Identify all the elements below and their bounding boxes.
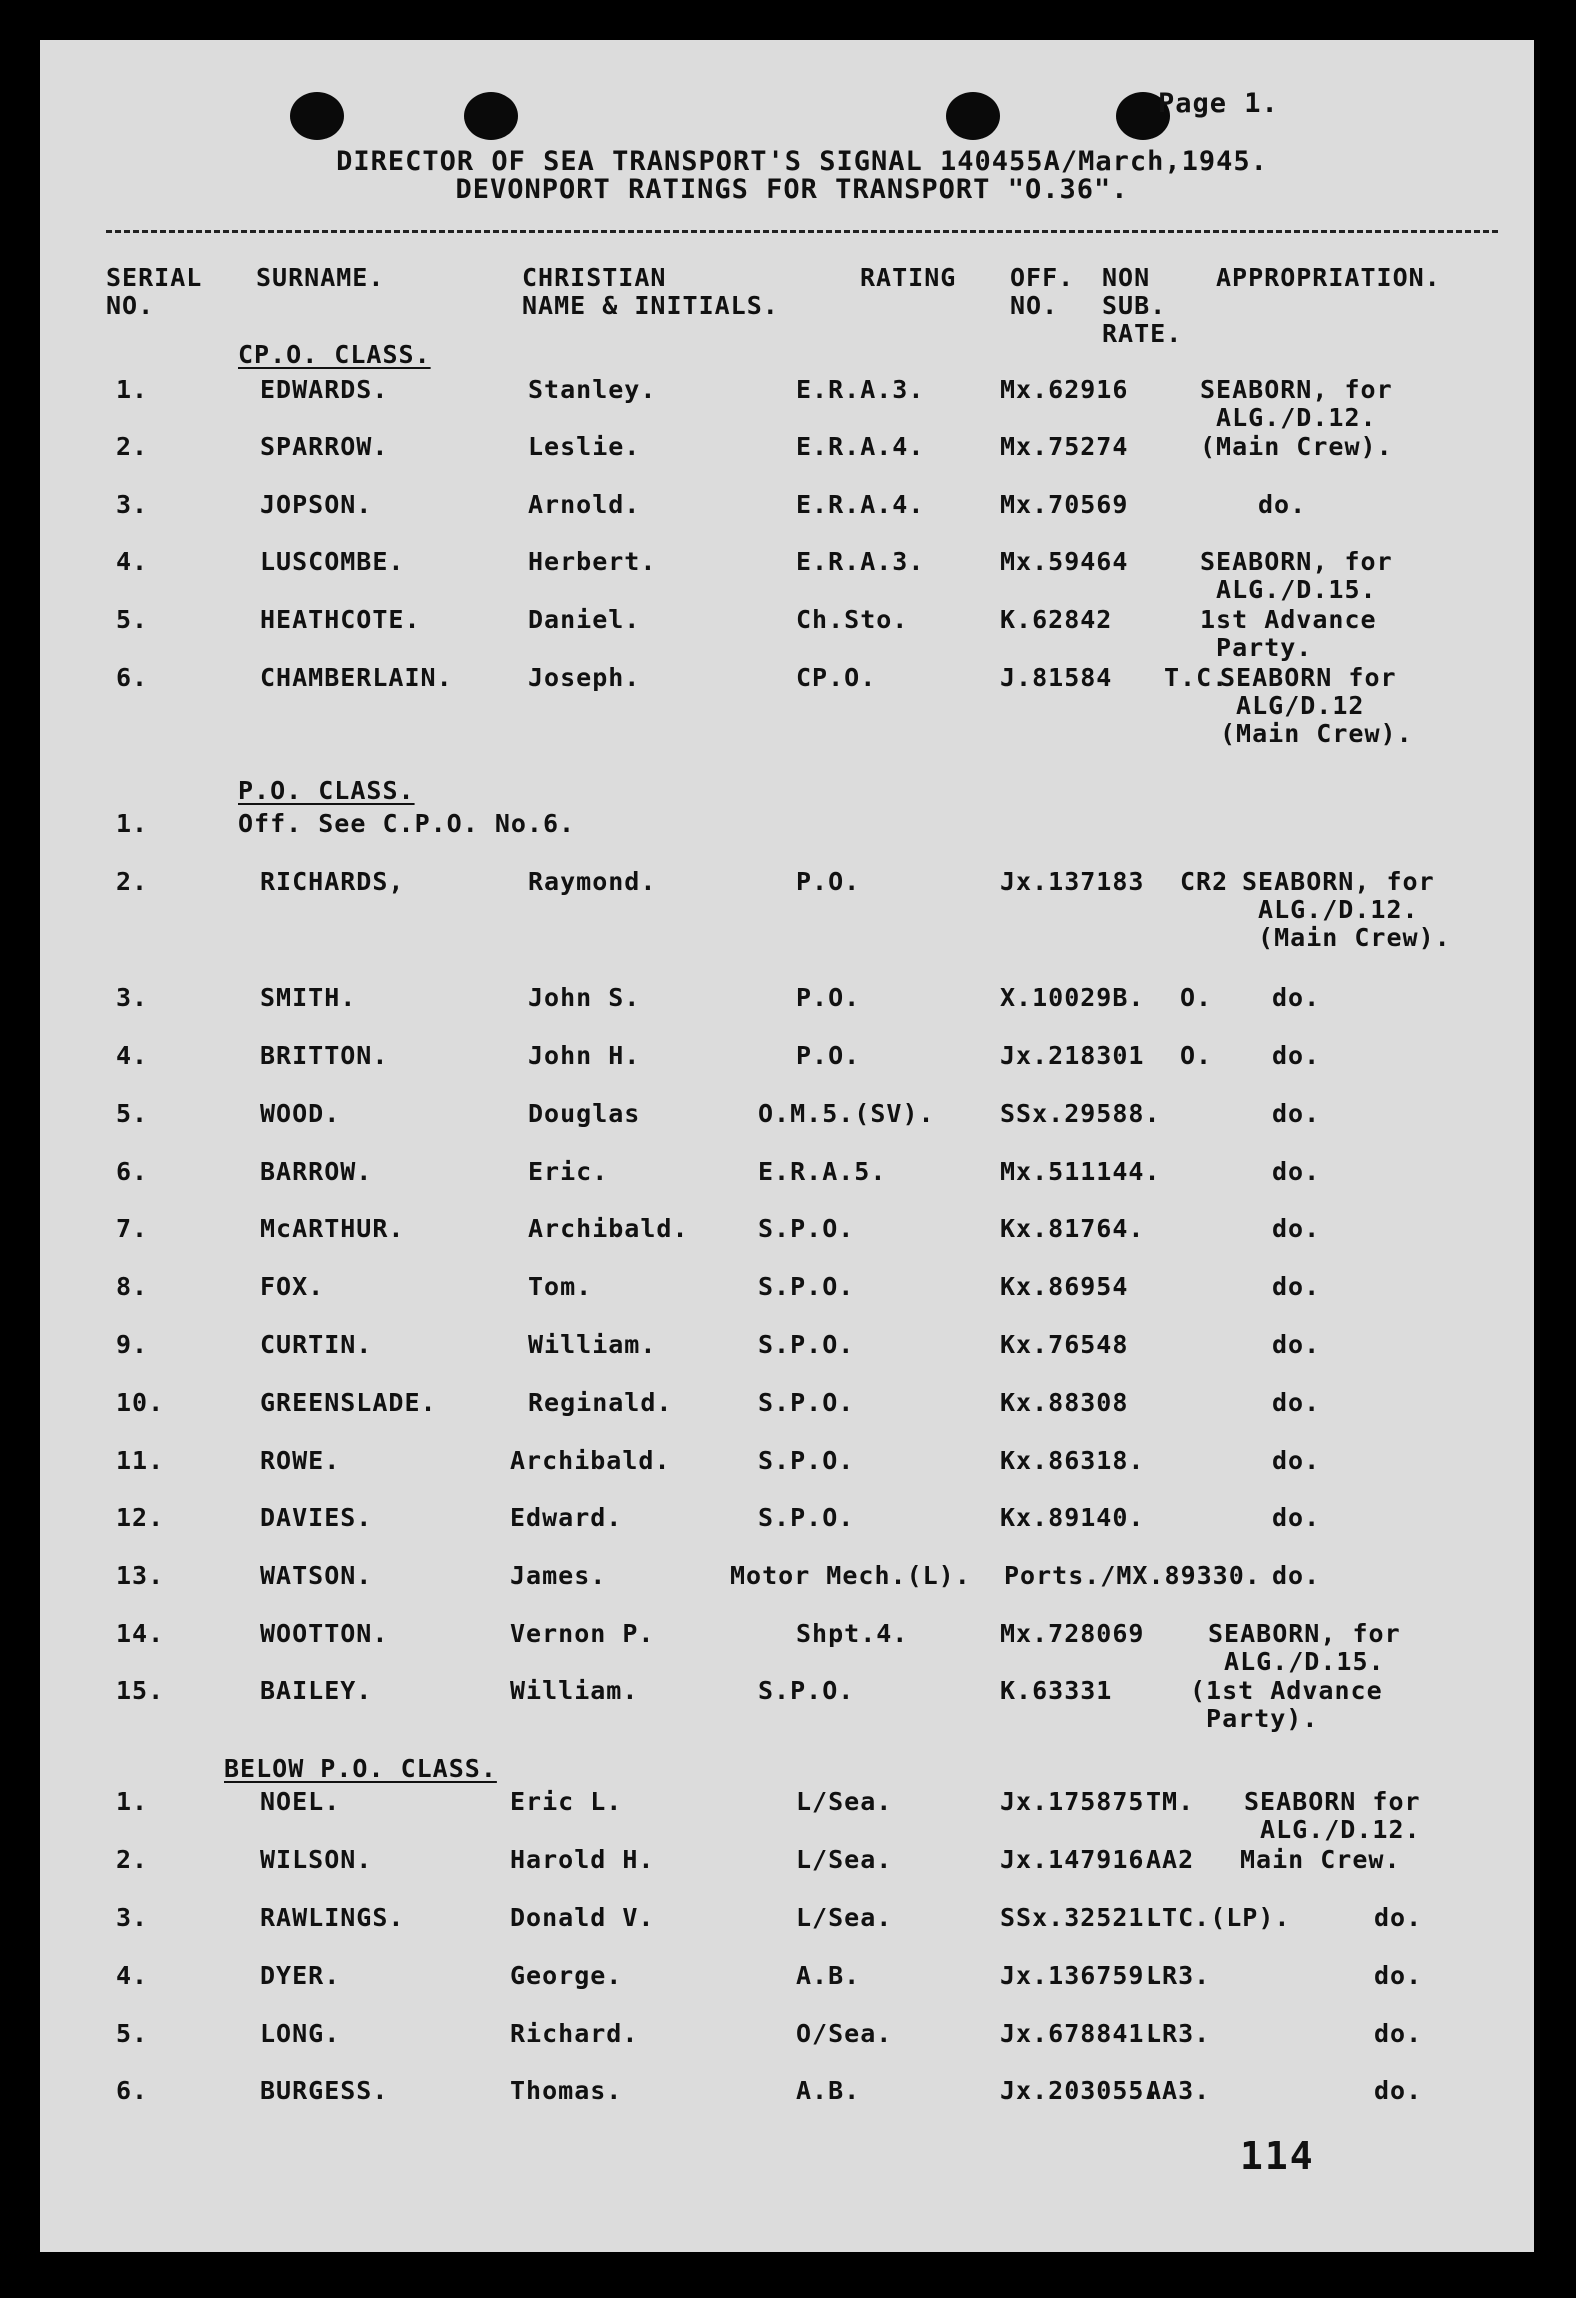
cell-surname: BURGESS. xyxy=(260,2076,389,2105)
cell-official-number: Jx.175875 xyxy=(1000,1787,1145,1816)
cell-official-number: J.81584 xyxy=(1000,663,1113,692)
cell-serial-number: 5. xyxy=(116,605,149,634)
cell-appropriation: do. xyxy=(1272,1099,1321,1128)
cell-surname: SPARROW. xyxy=(260,432,389,461)
cell-christian-name: James. xyxy=(510,1561,607,1590)
cell-appropriation: do. xyxy=(1272,1446,1321,1475)
cell-official-number: Mx.62916 xyxy=(1000,375,1129,404)
cell-surname: ROWE. xyxy=(260,1446,341,1475)
page-number: Page 1. xyxy=(1158,88,1279,119)
cell-appropriation: do. xyxy=(1272,1157,1321,1186)
cell-official-number: Jx.218301 xyxy=(1000,1041,1145,1070)
cell-surname: RICHARDS, xyxy=(260,867,405,896)
cell-rating: L/Sea. xyxy=(796,1845,893,1874)
cell-serial-number: 1. xyxy=(116,375,149,404)
cell-non-sub-rate: O. xyxy=(1180,1041,1213,1070)
cell-non-sub-rate: TM. xyxy=(1146,1787,1195,1816)
cell-christian-name: Richard. xyxy=(510,2019,639,2048)
cell-surname: SMITH. xyxy=(260,983,357,1012)
cell-christian-name: Joseph. xyxy=(528,663,641,692)
cell-christian-name: William. xyxy=(528,1330,657,1359)
cell-surname: WATSON. xyxy=(260,1561,373,1590)
cell-appropriation: do. xyxy=(1374,1961,1423,1990)
section-heading: P.O. CLASS. xyxy=(238,776,415,805)
cell-surname: BARROW. xyxy=(260,1157,373,1186)
cell-christian-name: Douglas xyxy=(528,1099,641,1128)
cell-surname: CURTIN. xyxy=(260,1330,373,1359)
cell-appropriation: do. xyxy=(1272,1041,1321,1070)
cell-surname: Off. See C.P.O. No.6. xyxy=(238,809,576,838)
cell-official-number: Jx.678841. xyxy=(1000,2019,1161,2048)
cell-rating: CP.O. xyxy=(796,663,877,692)
cell-surname: DYER. xyxy=(260,1961,341,1990)
cell-rating: Shpt.4. xyxy=(796,1619,909,1648)
cell-rating: E.R.A.3. xyxy=(796,375,925,404)
cell-official-number: Kx.86954 xyxy=(1000,1272,1129,1301)
cell-appropriation: do. xyxy=(1272,1561,1321,1590)
cell-rating: L/Sea. xyxy=(796,1903,893,1932)
cell-appropriation: do. xyxy=(1374,2076,1423,2105)
cell-christian-name: Archibald. xyxy=(528,1214,689,1243)
cell-surname: BRITTON. xyxy=(260,1041,389,1070)
cell-rating: P.O. xyxy=(796,983,861,1012)
cell-christian-name: Stanley. xyxy=(528,375,657,404)
cell-serial-number: 1. xyxy=(116,809,149,838)
cell-rating: O.M.5.(SV). xyxy=(758,1099,935,1128)
cell-christian-name: Eric. xyxy=(528,1157,609,1186)
cell-surname: BAILEY. xyxy=(260,1676,373,1705)
cell-serial-number: 10. xyxy=(116,1388,165,1417)
cell-non-sub-rate: O. xyxy=(1180,983,1213,1012)
cell-appropriation: do. xyxy=(1272,1214,1321,1243)
cell-serial-number: 12. xyxy=(116,1503,165,1532)
cell-christian-name: Vernon P. xyxy=(510,1619,655,1648)
cell-serial-number: 4. xyxy=(116,547,149,576)
cell-appropriation: do. xyxy=(1374,1903,1423,1932)
cell-official-number: Mx.728069 xyxy=(1000,1619,1145,1648)
cell-official-number: Mx.511144. xyxy=(1000,1157,1161,1186)
header-rule xyxy=(106,230,1498,233)
document-title: DIRECTOR OF SEA TRANSPORT'S SIGNAL 140455A/March,1945. xyxy=(336,146,1268,177)
cell-official-number: K.63331 xyxy=(1000,1676,1113,1705)
cell-surname: GREENSLADE. xyxy=(260,1388,437,1417)
cell-non-sub-rate: T.C. xyxy=(1164,663,1229,692)
cell-christian-name: Herbert. xyxy=(528,547,657,576)
column-header-appropriation: APPROPRIATION. xyxy=(1216,263,1441,292)
column-header-official-number: OFF. NO. xyxy=(1010,263,1075,320)
cell-surname: McARTHUR. xyxy=(260,1214,405,1243)
document-subtitle: DEVONPORT RATINGS FOR TRANSPORT "O.36". xyxy=(455,174,1129,205)
cell-rating: L/Sea. xyxy=(796,1787,893,1816)
cell-non-sub-rate: LR3. xyxy=(1146,2019,1211,2048)
cell-surname: EDWARDS. xyxy=(260,375,389,404)
cell-surname: JOPSON. xyxy=(260,490,373,519)
cell-appropriation: SEABORN, for ALG./D.12. xyxy=(1200,375,1393,432)
cell-serial-number: 2. xyxy=(116,867,149,896)
cell-christian-name: Donald V. xyxy=(510,1903,655,1932)
cell-rating: P.O. xyxy=(796,1041,861,1070)
cell-christian-name: George. xyxy=(510,1961,623,1990)
cell-official-number: Kx.88308 xyxy=(1000,1388,1129,1417)
cell-serial-number: 11. xyxy=(116,1446,165,1475)
section-heading: CP.O. CLASS. xyxy=(238,340,431,369)
cell-appropriation: Main Crew. xyxy=(1240,1845,1401,1874)
cell-serial-number: 4. xyxy=(116,1041,149,1070)
cell-official-number: Ports./MX.89330. xyxy=(1004,1561,1261,1590)
cell-serial-number: 6. xyxy=(116,2076,149,2105)
cell-rating: E.R.A.4. xyxy=(796,432,925,461)
cell-serial-number: 14. xyxy=(116,1619,165,1648)
cell-appropriation: do. xyxy=(1272,1330,1321,1359)
cell-rating: S.P.O. xyxy=(758,1272,855,1301)
cell-rating: S.P.O. xyxy=(758,1446,855,1475)
cell-appropriation: (1st Advance Party). xyxy=(1190,1676,1383,1733)
cell-serial-number: 15. xyxy=(116,1676,165,1705)
cell-serial-number: 1. xyxy=(116,1787,149,1816)
cell-surname: FOX. xyxy=(260,1272,325,1301)
cell-serial-number: 3. xyxy=(116,1903,149,1932)
cell-serial-number: 7. xyxy=(116,1214,149,1243)
cell-christian-name: Thomas. xyxy=(510,2076,623,2105)
cell-appropriation: do. xyxy=(1272,1272,1321,1301)
cell-non-sub-rate: LR3. xyxy=(1146,1961,1211,1990)
cell-serial-number: 9. xyxy=(116,1330,149,1359)
cell-non-sub-rate: AA2 xyxy=(1146,1845,1195,1874)
cell-official-number: Mx.59464 xyxy=(1000,547,1129,576)
cell-rating: S.P.O. xyxy=(758,1676,855,1705)
cell-appropriation: do. xyxy=(1272,983,1321,1012)
punch-hole xyxy=(290,92,344,140)
cell-serial-number: 3. xyxy=(116,490,149,519)
cell-rating: S.P.O. xyxy=(758,1503,855,1532)
cell-surname: HEATHCOTE. xyxy=(260,605,421,634)
cell-surname: DAVIES. xyxy=(260,1503,373,1532)
cell-official-number: Kx.86318. xyxy=(1000,1446,1145,1475)
cell-serial-number: 2. xyxy=(116,432,149,461)
cell-appropriation: 1st Advance Party. xyxy=(1200,605,1377,662)
column-header-non-sub-rate: NON SUB. RATE. xyxy=(1102,263,1183,348)
cell-rating: Motor Mech.(L). xyxy=(730,1561,971,1590)
cell-surname: RAWLINGS. xyxy=(260,1903,405,1932)
cell-appropriation: SEABORN, for ALG./D.12. (Main Crew). xyxy=(1242,867,1451,952)
cell-christian-name: John S. xyxy=(528,983,641,1012)
cell-non-sub-rate: CR2 xyxy=(1180,867,1229,896)
cell-non-sub-rate: LTC.(LP). xyxy=(1146,1903,1291,1932)
cell-christian-name: Arnold. xyxy=(528,490,641,519)
cell-rating: A.B. xyxy=(796,1961,861,1990)
cell-official-number: Kx.76548 xyxy=(1000,1330,1129,1359)
cell-serial-number: 4. xyxy=(116,1961,149,1990)
section-heading: BELOW P.O. CLASS. xyxy=(224,1754,497,1783)
cell-serial-number: 5. xyxy=(116,1099,149,1128)
column-header-serial: SERIAL NO. xyxy=(106,263,203,320)
cell-rating: S.P.O. xyxy=(758,1214,855,1243)
cell-serial-number: 2. xyxy=(116,1845,149,1874)
cell-appropriation: (Main Crew). xyxy=(1200,432,1393,461)
cell-official-number: Jx.136759. xyxy=(1000,1961,1161,1990)
cell-appropriation: do. xyxy=(1374,2019,1423,2048)
cell-rating: S.P.O. xyxy=(758,1330,855,1359)
cell-appropriation: SEABORN, for ALG./D.15. xyxy=(1200,547,1393,604)
cell-christian-name: Tom. xyxy=(528,1272,593,1301)
cell-official-number: Mx.75274 xyxy=(1000,432,1129,461)
cell-christian-name: Archibald. xyxy=(510,1446,671,1475)
cell-official-number: Mx.70569 xyxy=(1000,490,1129,519)
cell-rating: E.R.A.5. xyxy=(758,1157,887,1186)
cell-christian-name: Raymond. xyxy=(528,867,657,896)
punch-hole xyxy=(946,92,1000,140)
cell-surname: WOOTTON. xyxy=(260,1619,389,1648)
cell-rating: O/Sea. xyxy=(796,2019,893,2048)
cell-rating: A.B. xyxy=(796,2076,861,2105)
cell-official-number: X.10029B. xyxy=(1000,983,1145,1012)
cell-appropriation: SEABORN for ALG/D.12 (Main Crew). xyxy=(1220,663,1413,748)
cell-official-number: SSx.32521. xyxy=(1000,1903,1161,1932)
folio-number: 114 xyxy=(1240,2134,1315,2178)
cell-surname: WOOD. xyxy=(260,1099,341,1128)
cell-serial-number: 6. xyxy=(116,1157,149,1186)
cell-christian-name: Daniel. xyxy=(528,605,641,634)
cell-serial-number: 3. xyxy=(116,983,149,1012)
cell-christian-name: Reginald. xyxy=(528,1388,673,1417)
cell-christian-name: William. xyxy=(510,1676,639,1705)
cell-official-number: Jx.137183 xyxy=(1000,867,1145,896)
column-header-surname: SURNAME. xyxy=(256,263,385,292)
cell-appropriation: SEABORN for ALG./D.12. xyxy=(1244,1787,1421,1844)
cell-christian-name: Leslie. xyxy=(528,432,641,461)
cell-serial-number: 5. xyxy=(116,2019,149,2048)
cell-official-number: Jx.203055. xyxy=(1000,2076,1161,2105)
cell-surname: NOEL. xyxy=(260,1787,341,1816)
cell-christian-name: Edward. xyxy=(510,1503,623,1532)
cell-rating: E.R.A.3. xyxy=(796,547,925,576)
cell-official-number: Jx.147916 xyxy=(1000,1845,1145,1874)
cell-serial-number: 8. xyxy=(116,1272,149,1301)
cell-non-sub-rate: AA3. xyxy=(1146,2076,1211,2105)
cell-rating: Ch.Sto. xyxy=(796,605,909,634)
cell-official-number: K.62842 xyxy=(1000,605,1113,634)
cell-rating: P.O. xyxy=(796,867,861,896)
cell-appropriation: do. xyxy=(1272,1388,1321,1417)
column-header-rating: RATING xyxy=(860,263,957,292)
cell-appropriation: SEABORN, for ALG./D.15. xyxy=(1208,1619,1401,1676)
cell-surname: CHAMBERLAIN. xyxy=(260,663,453,692)
cell-official-number: Kx.81764. xyxy=(1000,1214,1145,1243)
cell-surname: LUSCOMBE. xyxy=(260,547,405,576)
cell-rating: S.P.O. xyxy=(758,1388,855,1417)
cell-christian-name: Eric L. xyxy=(510,1787,623,1816)
cell-surname: WILSON. xyxy=(260,1845,373,1874)
document-page xyxy=(40,40,1534,2252)
cell-surname: LONG. xyxy=(260,2019,341,2048)
cell-serial-number: 13. xyxy=(116,1561,165,1590)
cell-appropriation: do. xyxy=(1258,490,1307,519)
cell-rating: E.R.A.4. xyxy=(796,490,925,519)
cell-christian-name: John H. xyxy=(528,1041,641,1070)
column-header-christian-name: CHRISTIAN NAME & INITIALS. xyxy=(522,263,779,320)
punch-hole xyxy=(464,92,518,140)
cell-appropriation: do. xyxy=(1272,1503,1321,1532)
cell-official-number: SSx.29588. xyxy=(1000,1099,1161,1128)
cell-official-number: Kx.89140. xyxy=(1000,1503,1145,1532)
cell-serial-number: 6. xyxy=(116,663,149,692)
cell-christian-name: Harold H. xyxy=(510,1845,655,1874)
